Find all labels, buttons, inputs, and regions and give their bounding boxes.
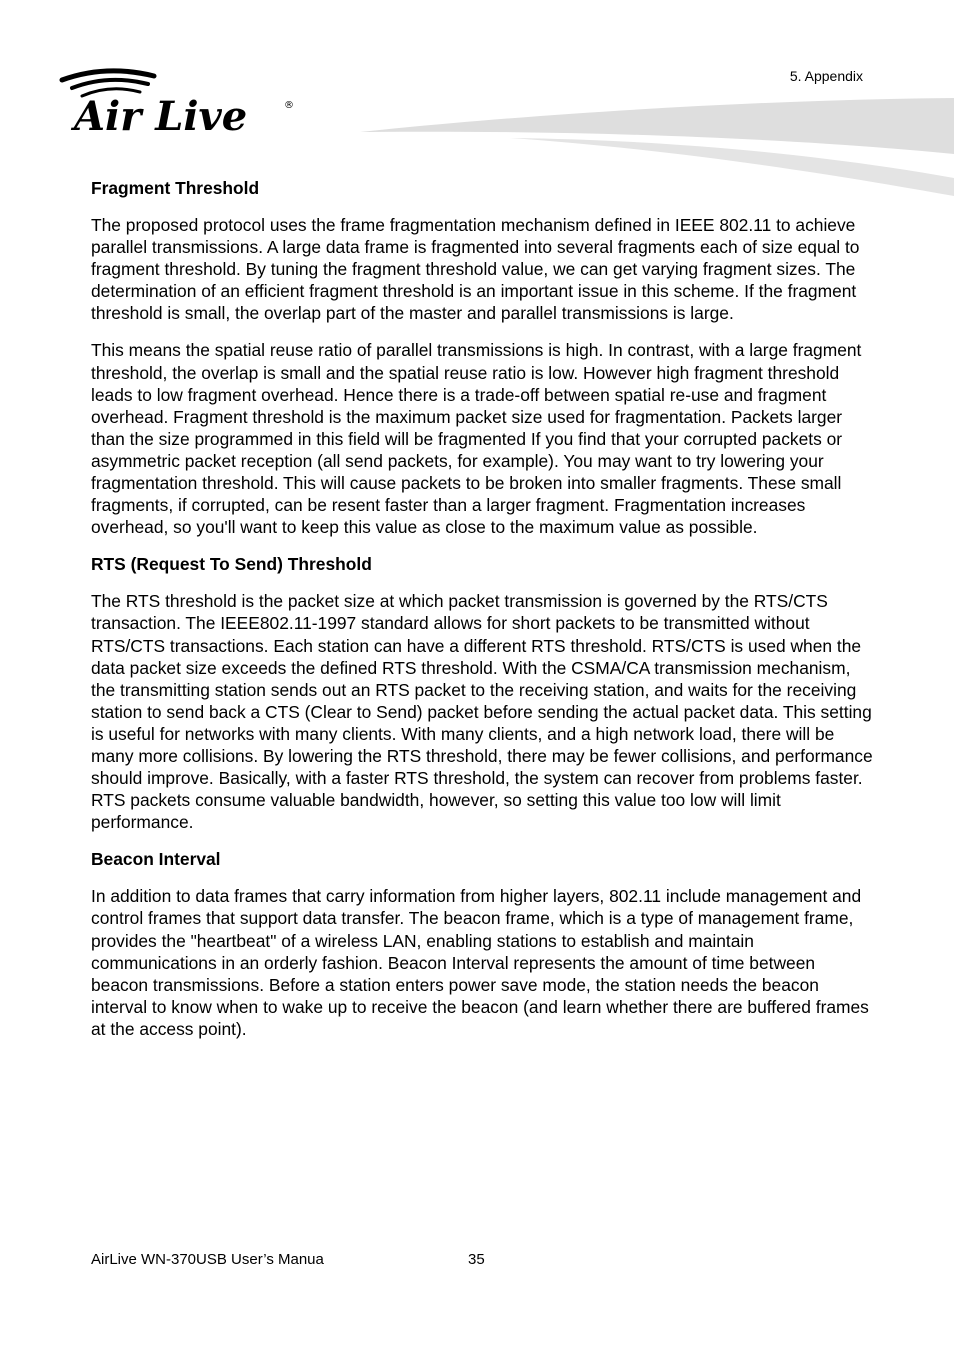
section-heading: Beacon Interval [91,849,221,870]
page-number: 35 [468,1251,485,1268]
footer-manual-title: AirLive WN-370USB User’s Manua [91,1251,324,1268]
section-heading: RTS (Request To Send) Threshold [91,554,372,575]
section-beacon-interval [91,848,876,1040]
chapter-label: 5. Appendix [789,68,863,84]
paragraph: The RTS threshold is the packet size at which packet transmission is governed by the RTS/CTS transaction. The IEEE802.11-1997 standard allows for short packets to be transmitted without RTS/CTS transactions. Each station can have a different RTS threshold. RTS/CTS is used when the data packet size exceeds the defined RTS threshold. With the CSMA/CA transmission mechanism, the transmitting station sends out an RTS packet to the receiving station, and waits for the receiving station to send back a CTS (Clear to Send) packet before sending the actual packet data. This setting is useful for networks with many clients. With many clients, and a high network load, there will be many more collisions. By lowering the RTS threshold, there may be fewer collisions, and performance should improve. Basically, with a faster RTS threshold, the system can recover from problems faster. RTS packets consume valuable bandwidth, however, so setting this value too low will limit performance. [91,591,873,833]
logo-wordmark: Air Live [74,93,248,138]
paragraph: In addition to data frames that carry information from higher layers, 802.11 include management and control frames that support data transfer. The beacon frame, which is a type of management frame, provides the "heartbeat" of a wireless LAN, enabling stations to establish and maintain communications in an orderly fashion. Beacon Interval represents the amount of time between beacon transmissions. Before a station enters power save mode, the station needs the beacon interval to know when to wake up to receive the beacon (and learn whether there are buffered frames at the access point). [91,886,869,1039]
airlive-logo [58,66,298,138]
registered-mark: ® [284,100,294,111]
document-body [91,177,876,1055]
section-fragment-threshold [91,177,876,538]
section-heading: Fragment Threshold [91,178,260,198]
section-rts-threshold [91,553,876,833]
paragraph: This means the spatial reuse ratio of parallel transmissions is high. In contrast, with a large fragment threshold, the overlap is small and the spatial reuse ratio is low. However high fragment threshold leads to low fragment overhead. Hence there is a trade-off between spatial re-use and fragment overhead. Fragment threshold is the maximum packet size used for fragmentation. Packets larger than the size programmed in this field will be fragmented If you find that your corrupted packets or asymmetric packet reception (all send packets, for example). You may want to try lowering your fragmentation threshold. This will cause packets to be broken into smaller fragments. These small fragments, if corrupted, can be resent faster than a larger fragment. Fragmentation increases overhead, so you'll want to keep this value as close to the maximum value as possible. [91,340,862,538]
paragraph: The proposed protocol uses the frame fragmentation mechanism defined in IEEE 802.11 to achieve parallel transmissions. A large data frame is fragmented into several fragments each of size equal to fragment threshold. By tuning the fragment threshold value, we can get varying fragment sizes. The determination of an efficient fragment threshold is an important issue in this scheme. If the fragment threshold is small, the overlap part of the master and parallel transmissions is large. [91,215,860,324]
